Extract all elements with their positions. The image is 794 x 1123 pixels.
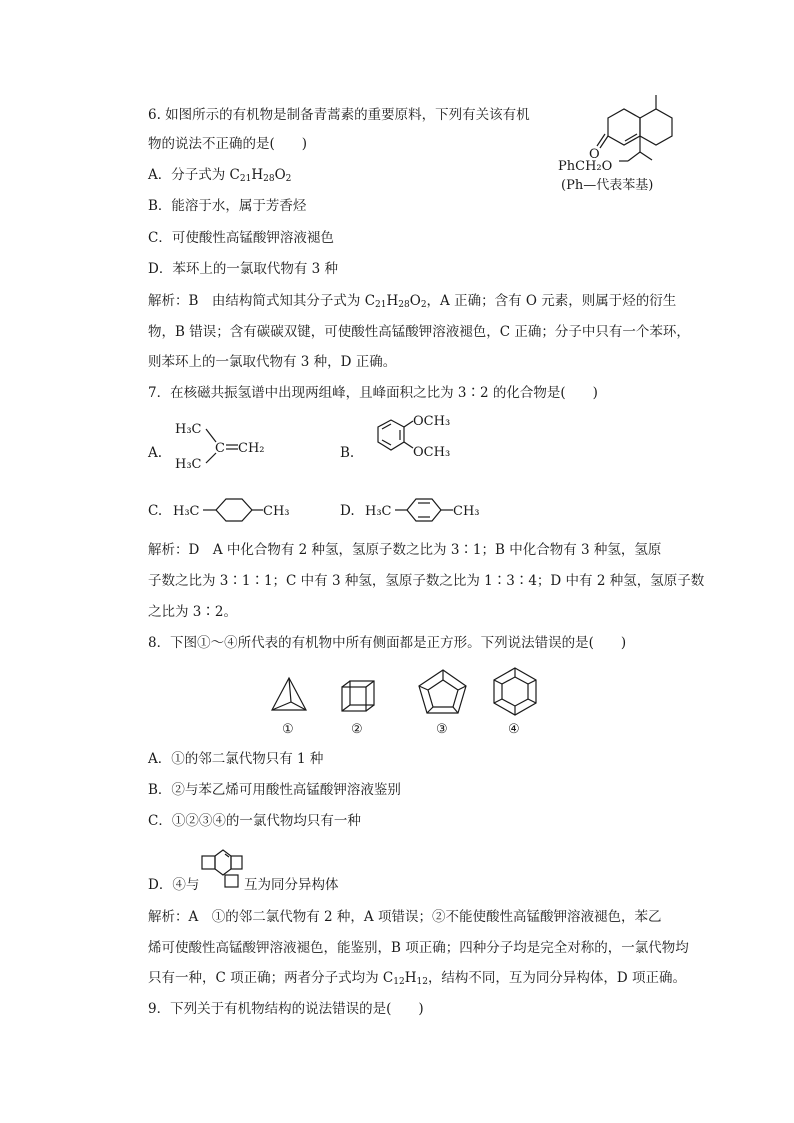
q7-label-d: D. bbox=[340, 503, 355, 519]
q9-stem: 9．下列关于有机物结构的说法错误的是( ) bbox=[148, 1001, 424, 1017]
q6-option-a: A．分子式为 $C_{21}H_{28}O_2$ bbox=[148, 167, 292, 184]
svg-text:H₃C: H₃C bbox=[175, 422, 202, 437]
q7-structure-d bbox=[365, 490, 495, 530]
q8-option-c: C．①②③④的一氯代物均只有一种 bbox=[148, 813, 361, 829]
q6-stem-line1: 6. 如图所示的有机物是制备青蒿素的重要原料，下列有关该有机 bbox=[148, 107, 530, 123]
q8-answer-line1: 解析：A ①的邻二氯代物有 2 种，A 项错误；②不能使酸性高锰酸钾溶液褪色，苯乙 bbox=[148, 909, 662, 925]
q8-fig-label-4: ④ bbox=[508, 722, 520, 737]
q8-answer-line3: 只有一种，C 项正确；两者分子式均为 $C_{12}H_{12}$，结构不同，互为同分异构体，D 项正确。 bbox=[148, 970, 687, 987]
svg-text:H₃C: H₃C bbox=[365, 504, 392, 519]
q6-ring-right bbox=[640, 109, 672, 145]
q7-structure-b bbox=[358, 410, 468, 470]
q8-fig-label-1: ① bbox=[282, 722, 294, 737]
q8-fig-hexagonal-prism bbox=[494, 668, 536, 715]
q7-answer-line3: 之比为 3∶2。 bbox=[148, 604, 237, 620]
q7-stem: 7．在核磁共振氢谱中出现两组峰，且峰面积之比为 3∶2 的化合物是( ) bbox=[148, 385, 598, 401]
q6-answer-line2: 物，B 错误；含有碳碳双键，可使酸性高锰酸钾溶液褪色，C 正确；分子中只有一个苯环， bbox=[148, 324, 690, 340]
q8-option-d-structure bbox=[200, 846, 250, 890]
q8-option-d-pre: D．④与 bbox=[148, 877, 200, 893]
q8-answer-line2: 烯可使酸性高锰酸钾溶液褪色，能鉴别，B 项正确；四种分子均是完全对称的，一氯代物均 bbox=[148, 940, 689, 956]
q8-fig-tetrahedron bbox=[272, 678, 306, 710]
q6-option-d: D．苯环上的一氯取代物有 3 种 bbox=[148, 261, 338, 277]
q7-label-a: A. bbox=[148, 445, 163, 461]
svg-text:CH₃: CH₃ bbox=[453, 504, 480, 519]
q8-fig-label-3: ③ bbox=[436, 722, 448, 737]
q6-ring-left bbox=[608, 109, 640, 145]
q6-phch2o-label: PhCH₂O bbox=[558, 159, 613, 174]
q6-note-label: (Ph—代表苯基) bbox=[561, 178, 654, 193]
q6-option-b: B．能溶于水，属于芳香烃 bbox=[148, 198, 307, 214]
q8-figures bbox=[260, 660, 550, 740]
svg-text:OCH₃: OCH₃ bbox=[413, 445, 451, 460]
q6-option-c: C．可使酸性高锰酸钾溶液褪色 bbox=[148, 230, 334, 246]
q8-option-d-post: 互为同分异构体 bbox=[244, 877, 339, 893]
q7-label-c: C. bbox=[148, 503, 163, 519]
svg-text:C: C bbox=[215, 441, 225, 456]
q8-stem: 8．下图①～④所代表的有机物中所有侧面都是正方形。下列说法错误的是( ) bbox=[148, 635, 627, 651]
q7-structure-a bbox=[170, 415, 280, 475]
q7-answer-line2: 子数之比为 3∶1∶1；C 中有 3 种氢，氢原子数之比为 1∶3∶4；D 中有 2 种氢，氢原子数 bbox=[148, 573, 705, 589]
q6-answer-line3: 则苯环上的一氯取代物有 3 种，D 正确。 bbox=[148, 354, 397, 370]
q8-option-b: B．②与苯乙烯可用酸性高锰酸钾溶液鉴别 bbox=[148, 782, 401, 798]
q7-label-b: B. bbox=[340, 445, 355, 461]
q7-answer-line1: 解析：D A 中化合物有 2 种氢，氢原子数之比为 3∶1；B 中化合物有 3 种氢，氢原 bbox=[148, 542, 662, 558]
svg-text:CH₃: CH₃ bbox=[263, 504, 290, 519]
q7-structure-c bbox=[170, 490, 300, 530]
q8-fig-label-2: ② bbox=[351, 722, 363, 737]
svg-text:CH₂: CH₂ bbox=[238, 441, 265, 456]
q8-fig-pentagonal-prism bbox=[419, 670, 466, 713]
q6-structure bbox=[555, 90, 705, 200]
q6-answer-line1: 解析：B 由结构简式知其分子式为 $C_{21}H_{28}O_2$，A 正确；含有 O 元素，则属于烃的衍生 bbox=[148, 293, 677, 310]
q8-fig-cube bbox=[342, 681, 374, 711]
svg-text:OCH₃: OCH₃ bbox=[413, 414, 451, 429]
q6-o-label: O bbox=[589, 147, 600, 162]
svg-text:H₃C: H₃C bbox=[173, 504, 200, 519]
svg-text:H₃C: H₃C bbox=[175, 457, 202, 472]
q6-stem-line2: 物的说法不正确的是( ) bbox=[148, 136, 308, 152]
q8-option-a: A．①的邻二氯代物只有 1 种 bbox=[148, 751, 324, 767]
